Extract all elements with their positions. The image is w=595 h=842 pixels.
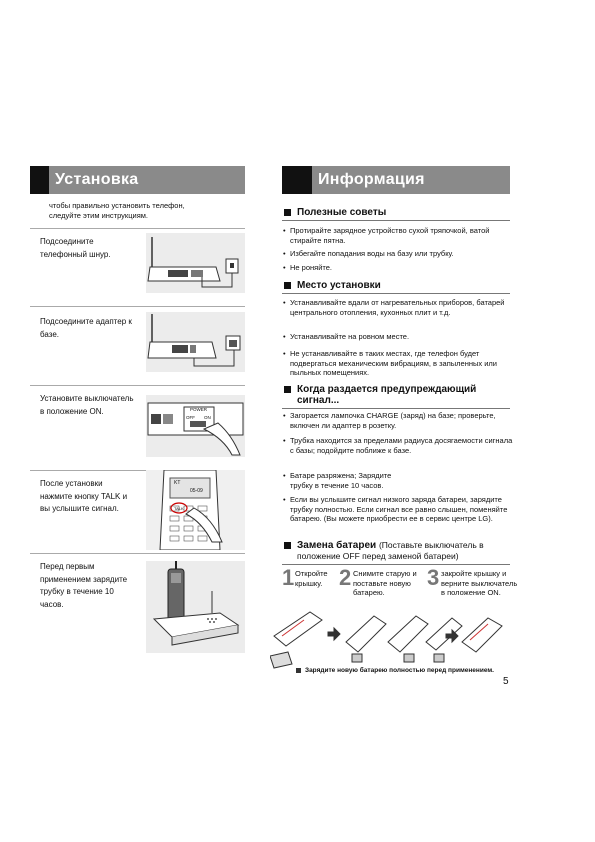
location-heading: Место установки <box>282 280 510 294</box>
note-square-icon <box>296 668 301 673</box>
handset-time: 05-09 <box>190 488 203 494</box>
tips-item: • Протирайте зарядное устройство сухой тряпочкой, ватой стирайте пятна. <box>282 226 518 245</box>
power-label: POWER <box>190 407 208 412</box>
warning-item: • Трубка находится за пределами радиуса досягаемости сигнала с базы; подойдите поближе к базе. <box>282 436 518 455</box>
battery-step-2-text: Снимите старую и поставьте новую батарею. <box>353 569 417 597</box>
tips-item: • Не роняйте. <box>282 263 518 273</box>
battery-step-1-number: 1 <box>282 565 295 590</box>
title-marker <box>282 166 312 194</box>
phone-cord-illustration <box>146 233 245 293</box>
battery-heading-note: (Поставьте выключатель в положение OFF перед заменой батареи) <box>297 540 484 561</box>
on-label: ON <box>204 415 211 420</box>
charging-illustration <box>146 561 245 653</box>
step-4-text: После установки нажмите кнопку TALK и вы услышите сигнал. <box>40 479 128 513</box>
location-item: • Устанавливайте вдали от нагревательных приборов, батарей центрального отопления, кухонных плит и т.д. <box>282 298 518 317</box>
battery-note: Зарядите новую батарею полностью перед применением. <box>296 667 494 674</box>
battery-step-3-text: закройте крышку и верните выключатель в положение ON. <box>441 569 518 597</box>
battery-replacement-illustration <box>270 606 518 676</box>
step-3-text: Установите выключатель в положение ON. <box>40 394 134 416</box>
bullet-square-icon <box>284 282 291 289</box>
battery-step-2-number: 2 <box>339 565 352 590</box>
divider <box>30 306 245 307</box>
adapter-illustration <box>146 312 245 372</box>
warning-item: • Если вы услышите сигнал низкого заряда батареи, зарядите трубку полностью. Если сигнал все равно слышен, поменяйте батарею. (Вы можете приобрести ее в сервис центре LG). <box>282 495 518 524</box>
battery-step-3-number: 3 <box>427 565 440 590</box>
bullet-square-icon <box>284 386 291 393</box>
step-5-text: Перед первым применением зарядите трубку в течение 10 часов. <box>40 562 128 609</box>
talk-button-label: TALK <box>174 506 184 511</box>
divider <box>30 228 245 229</box>
left-intro: чтобы правильно установить телефон, следуйте этим инструкциям. <box>49 201 185 220</box>
warning-heading: Когда раздается предупреждающий сигнал... <box>282 384 510 409</box>
battery-heading: Замена батареи (Поставьте выключатель в положение OFF перед заменой батареи) <box>282 540 510 565</box>
divider <box>30 553 245 554</box>
warning-item: • Загорается лампочка CHARGE (заряд) на базе; проверьте, включен ли адаптер в розетку. <box>282 411 518 430</box>
divider <box>30 385 245 386</box>
handset-name: KT <box>174 480 181 486</box>
title-marker <box>30 166 49 194</box>
location-item: • Не устанавливайте в таких местах, где телефон будет подвергаться механическим вибрациям, в запыленных или пыльных помещениях. <box>282 349 518 378</box>
left-title-bar <box>30 166 245 194</box>
tips-item: • Избегайте попадания воды на базу или трубку. <box>282 249 518 259</box>
battery-step-1-text: Откройте крышку. <box>295 569 328 588</box>
step-2-text: Подсоедините адаптер к базе. <box>40 317 132 339</box>
right-title-bar <box>282 166 510 194</box>
off-label: OFF <box>186 415 195 420</box>
power-switch-illustration <box>146 395 245 457</box>
page-number: 5 <box>503 676 509 687</box>
warning-item: • Батаре разряжена; Зарядите трубку в течение 10 часов. <box>282 471 410 490</box>
bullet-square-icon <box>284 542 291 549</box>
tips-heading: Полезные советы <box>282 207 510 221</box>
bullet-square-icon <box>284 209 291 216</box>
step-1-text: Подсоедините телефонный шнур. <box>40 237 111 259</box>
location-item: • Устанавливайте на ровном месте. <box>282 332 518 342</box>
left-title: Установка <box>55 171 139 188</box>
right-title: Информация <box>318 171 425 188</box>
handset-talk-illustration <box>146 470 245 550</box>
